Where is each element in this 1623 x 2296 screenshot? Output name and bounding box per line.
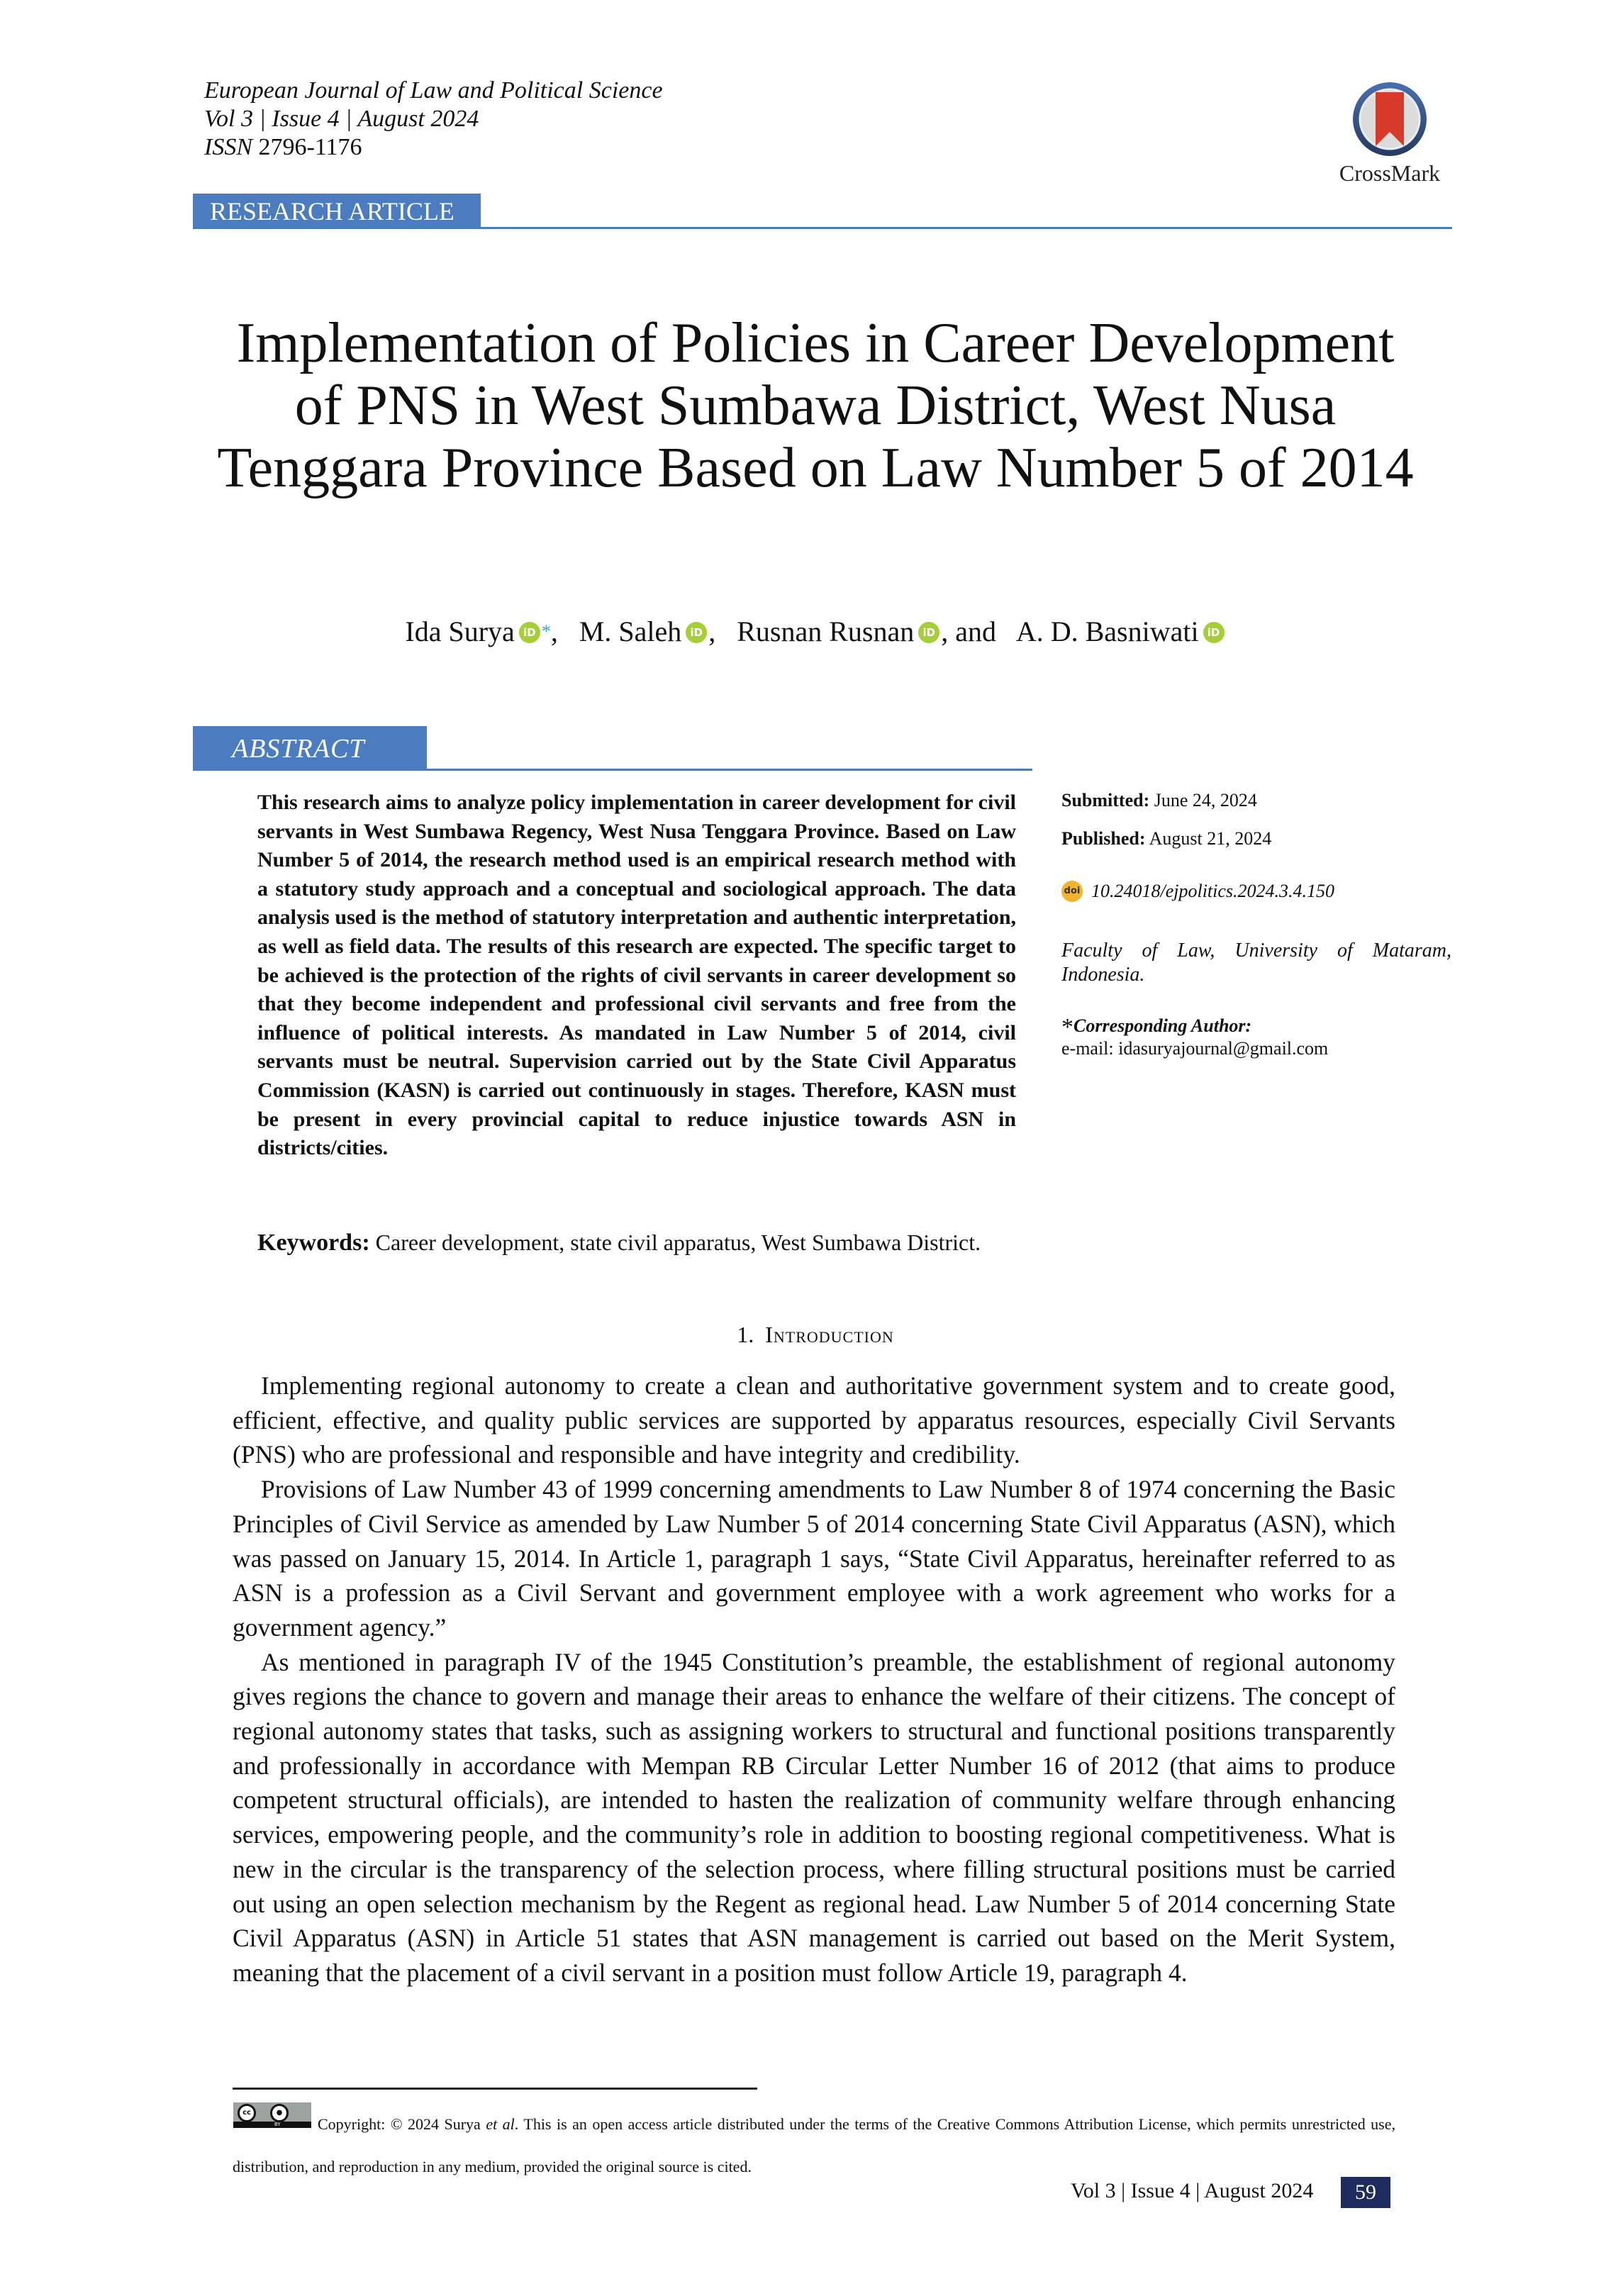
keywords-text: Career development, state civil apparatus, West Sumbawa District. [375, 1230, 981, 1255]
page-number: 59 [1341, 2177, 1390, 2208]
crossmark-icon [1350, 79, 1429, 159]
author-list [213, 614, 1418, 650]
doi-icon: doi [1061, 881, 1083, 902]
body-paragraph: Implementing regional autonomy to create a clean and authoritative government system and to create good, efficient, effective, and quality public services are supported by apparatus resources, especially Civil Servants (PNS) who are professional and responsible and have integrity and credibility. [233, 1371, 1395, 1469]
doi-link[interactable]: 10.24018/ejpolitics.2024.3.4.150 [1091, 881, 1335, 901]
by-label: BY [274, 2122, 281, 2127]
crossmark-label: CrossMark [1339, 160, 1441, 186]
journal-name: European Journal of Law and Political Science [204, 77, 663, 104]
abstract-divider [193, 769, 1032, 771]
cc-icon: cc [238, 2104, 256, 2122]
journal-issue: Vol 3 | Issue 4 | August 2024 [204, 106, 479, 132]
article-meta [1061, 788, 1451, 1059]
body-text [233, 1369, 1395, 1990]
footer-issue: Vol 3 | Issue 4 | August 2024 [1071, 2179, 1314, 2202]
crossmark-logo[interactable] [1333, 79, 1446, 186]
author: M. Saleh iD , [579, 615, 716, 647]
orcid-icon[interactable]: iD [918, 622, 939, 643]
submitted-date: June 24, 2024 [1154, 790, 1257, 810]
published-row: Published: August 21, 2024 [1061, 828, 1272, 849]
abstract-heading: ABSTRACT [193, 726, 427, 770]
keywords-label: Keywords: [257, 1230, 370, 1256]
journal-header [204, 77, 663, 162]
section-heading [213, 1320, 1418, 1349]
author: Ida Surya iD *, [405, 615, 558, 647]
article-type-tag: RESEARCH ARTICLE [193, 194, 481, 228]
paper-title: Implementation of Policies in Career Development of PNS in West Sumbawa District, West Nusa Tenggara Province Based on Law Number 5 of 2014 [217, 312, 1414, 499]
section-title: Introduction [765, 1322, 894, 1347]
orcid-icon[interactable]: iD [686, 622, 707, 643]
author: Rusnan Rusnan iD , and [737, 615, 997, 647]
section-number: 1. [737, 1322, 754, 1347]
header-divider [193, 227, 1452, 229]
keywords [257, 1228, 1016, 1257]
corresponding-asterisk: * [1061, 1014, 1073, 1041]
corresponding-label: Corresponding Author: [1073, 1015, 1252, 1036]
email[interactable]: e-mail: idasuryajournal@gmail.com [1061, 1038, 1329, 1059]
footnote-divider [233, 2088, 757, 2090]
published-date: August 21, 2024 [1149, 828, 1272, 849]
submitted-row: Submitted: June 24, 2024 [1061, 790, 1257, 810]
journal-issn: ISSN 2796-1176 [204, 134, 362, 160]
author: A. D. Basniwati iD [1016, 615, 1226, 647]
abstract-text: This research aims to analyze policy implementation in career development for civil servants in West Sumbawa Regency, West Nusa Tenggara Province. Based on Law Number 5 of 2014, the research method used is an empirical research method with a statutory study approach and a conceptual and sociological approach. The data analysis used is the method of statutory interpretation and authentic interpretation, as well as field data. The results of this research are expected. The specific target to be achieved is the protection of the rights of civil servants in career development so that they become independent and professional civil servants and free from the influence of political interests. As mandated in Law Number 5 of 2014, civil servants must be neutral. Supervision carried out by the State Civil Apparatus Commission (KASN) is carried out continuously in stages. Therefore, KASN must be present in every provincial capital to reduce injustice towards ASN in districts/cities. [257, 791, 1016, 1160]
corresponding-author [1061, 1015, 1451, 1059]
affiliation: Faculty of Law, University of Mataram, Indonesia. [1061, 940, 1451, 986]
orcid-icon[interactable]: iD [519, 622, 540, 643]
corresponding-mark: * [541, 621, 551, 642]
doi-row [1061, 879, 1451, 903]
copyright-notice: Copyright: © 2024 Surya et al. This is an open access article distributed under the terms of the Creative Commons Attribution License, which permits unrestricted use, distribution, and reproduction in any medium, provided the original source is cited. [233, 2115, 1395, 2175]
body-paragraph: Provisions of Law Number 43 of 1999 concerning amendments to Law Number 8 of 1974 concerning the Basic Principles of Civil Service as amended by Law Number 5 of 2014 concerning State Civil Apparatus (ASN), which was passed on January 15, 2014. In Article 1, paragraph 1 says, “State Civil Apparatus, hereinafter referred to as ASN is a profession as a Civil Servant and government employee with a work agreement who works for a government agency.” [233, 1475, 1395, 1642]
attribution-person-icon: ● [270, 2104, 289, 2122]
body-paragraph: As mentioned in paragraph IV of the 1945 Constitution’s preamble, the establishment of regional autonomy gives regions the chance to govern and manage their areas to enhance the welfare of their citizens. The concept of regional autonomy states that tasks, such as assigning workers to structural and functional positions transparently and professionally in accordance with Mempan RB Circular Letter Number 16 of 2012 (that aims to produce competent structural officials), are intended to hasten the realization of community welfare through enhancing services, empowering people, and the community’s role in addition to boosting regional competitiveness. What is new in the circular is the transparency of the selection process, where filling structural positions must be carried out using an open selection mechanism by the Regent as regional head. Law Number 5 of 2014 concerning State Civil Apparatus (ASN) in Article 51 states that ASN management is carried out based on the Merit System, meaning that the placement of a civil servant in a position must follow Article 19, paragraph 4. [233, 1647, 1395, 1987]
orcid-icon[interactable]: iD [1203, 622, 1225, 643]
